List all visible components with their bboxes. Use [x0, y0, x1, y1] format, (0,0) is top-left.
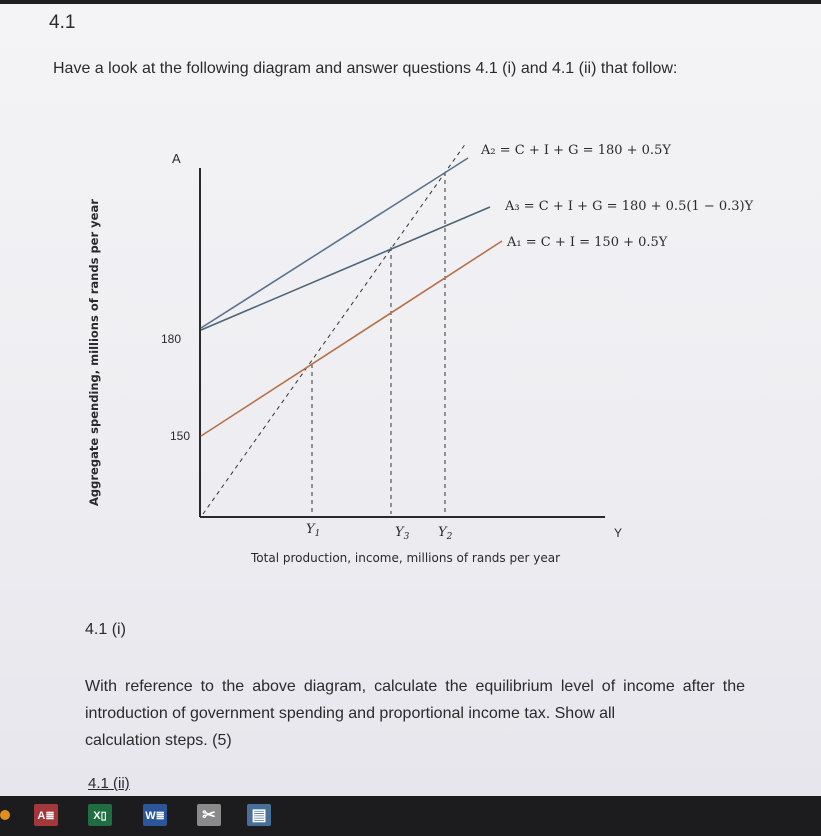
y1-letter: Y — [306, 522, 315, 537]
y-axis-title: Aggregate spending, millions of rands per year — [87, 199, 101, 506]
a3-equation: A₃ = C + I + G = 180 + 0.5(1 − 0.3)Y — [505, 199, 754, 214]
y2-subscript: 2 — [446, 532, 453, 542]
a2-equation: A₂ = C + I + G = 180 + 0.5Y — [481, 143, 671, 158]
excel-icon[interactable]: X▯ — [88, 804, 112, 826]
y2-letter: Y — [438, 525, 447, 540]
y3-letter: Y — [395, 525, 404, 540]
a3-line — [201, 207, 490, 330]
y3-tick-label — [395, 525, 410, 542]
question-ii-label: 4.1 (ii) — [88, 775, 130, 792]
snipping-tool-icon[interactable]: ✂ — [197, 804, 221, 826]
question-i-body-last: calculation steps. (5) — [85, 732, 232, 749]
x-axis-title: Total production, income, millions of rands per year — [251, 551, 560, 565]
document-viewer-icon[interactable]: ▤ — [247, 804, 271, 826]
section-number: 4.1 — [49, 12, 76, 33]
a1-line — [201, 241, 502, 436]
start-indicator[interactable] — [0, 810, 10, 820]
a1-equation: A₁ = C + I = 150 + 0.5Y — [507, 235, 668, 250]
forty-five-degree-line — [203, 143, 466, 514]
word-icon[interactable]: W≣ — [143, 804, 167, 826]
y-axis-top-label: A — [172, 151, 181, 166]
question-i-label: 4.1 (i) — [85, 621, 126, 638]
taskbar — [0, 796, 821, 836]
question-i-body: With reference to the above diagram, calculate the equilibrium level of income after the introduction of government spending and proportional income tax. Show all — [85, 678, 745, 722]
top-edge — [0, 0, 821, 4]
tick-label-150: 150 — [170, 429, 191, 443]
a2-line — [201, 158, 468, 328]
y1-subscript: 1 — [314, 529, 321, 539]
question-i-text — [85, 673, 745, 754]
access-icon[interactable]: A≣ — [34, 804, 58, 826]
y3-subscript: 3 — [403, 532, 410, 542]
intro-text: Have a look at the following diagram and answer questions 4.1 (i) and 4.1 (ii) that follow: — [53, 60, 678, 77]
x-axis-end-label: Y — [614, 526, 623, 540]
y1-tick-label — [306, 522, 320, 539]
tick-label-180: 180 — [161, 332, 182, 346]
y2-tick-label — [438, 525, 453, 542]
aggregate-spending-diagram — [0, 120, 821, 580]
